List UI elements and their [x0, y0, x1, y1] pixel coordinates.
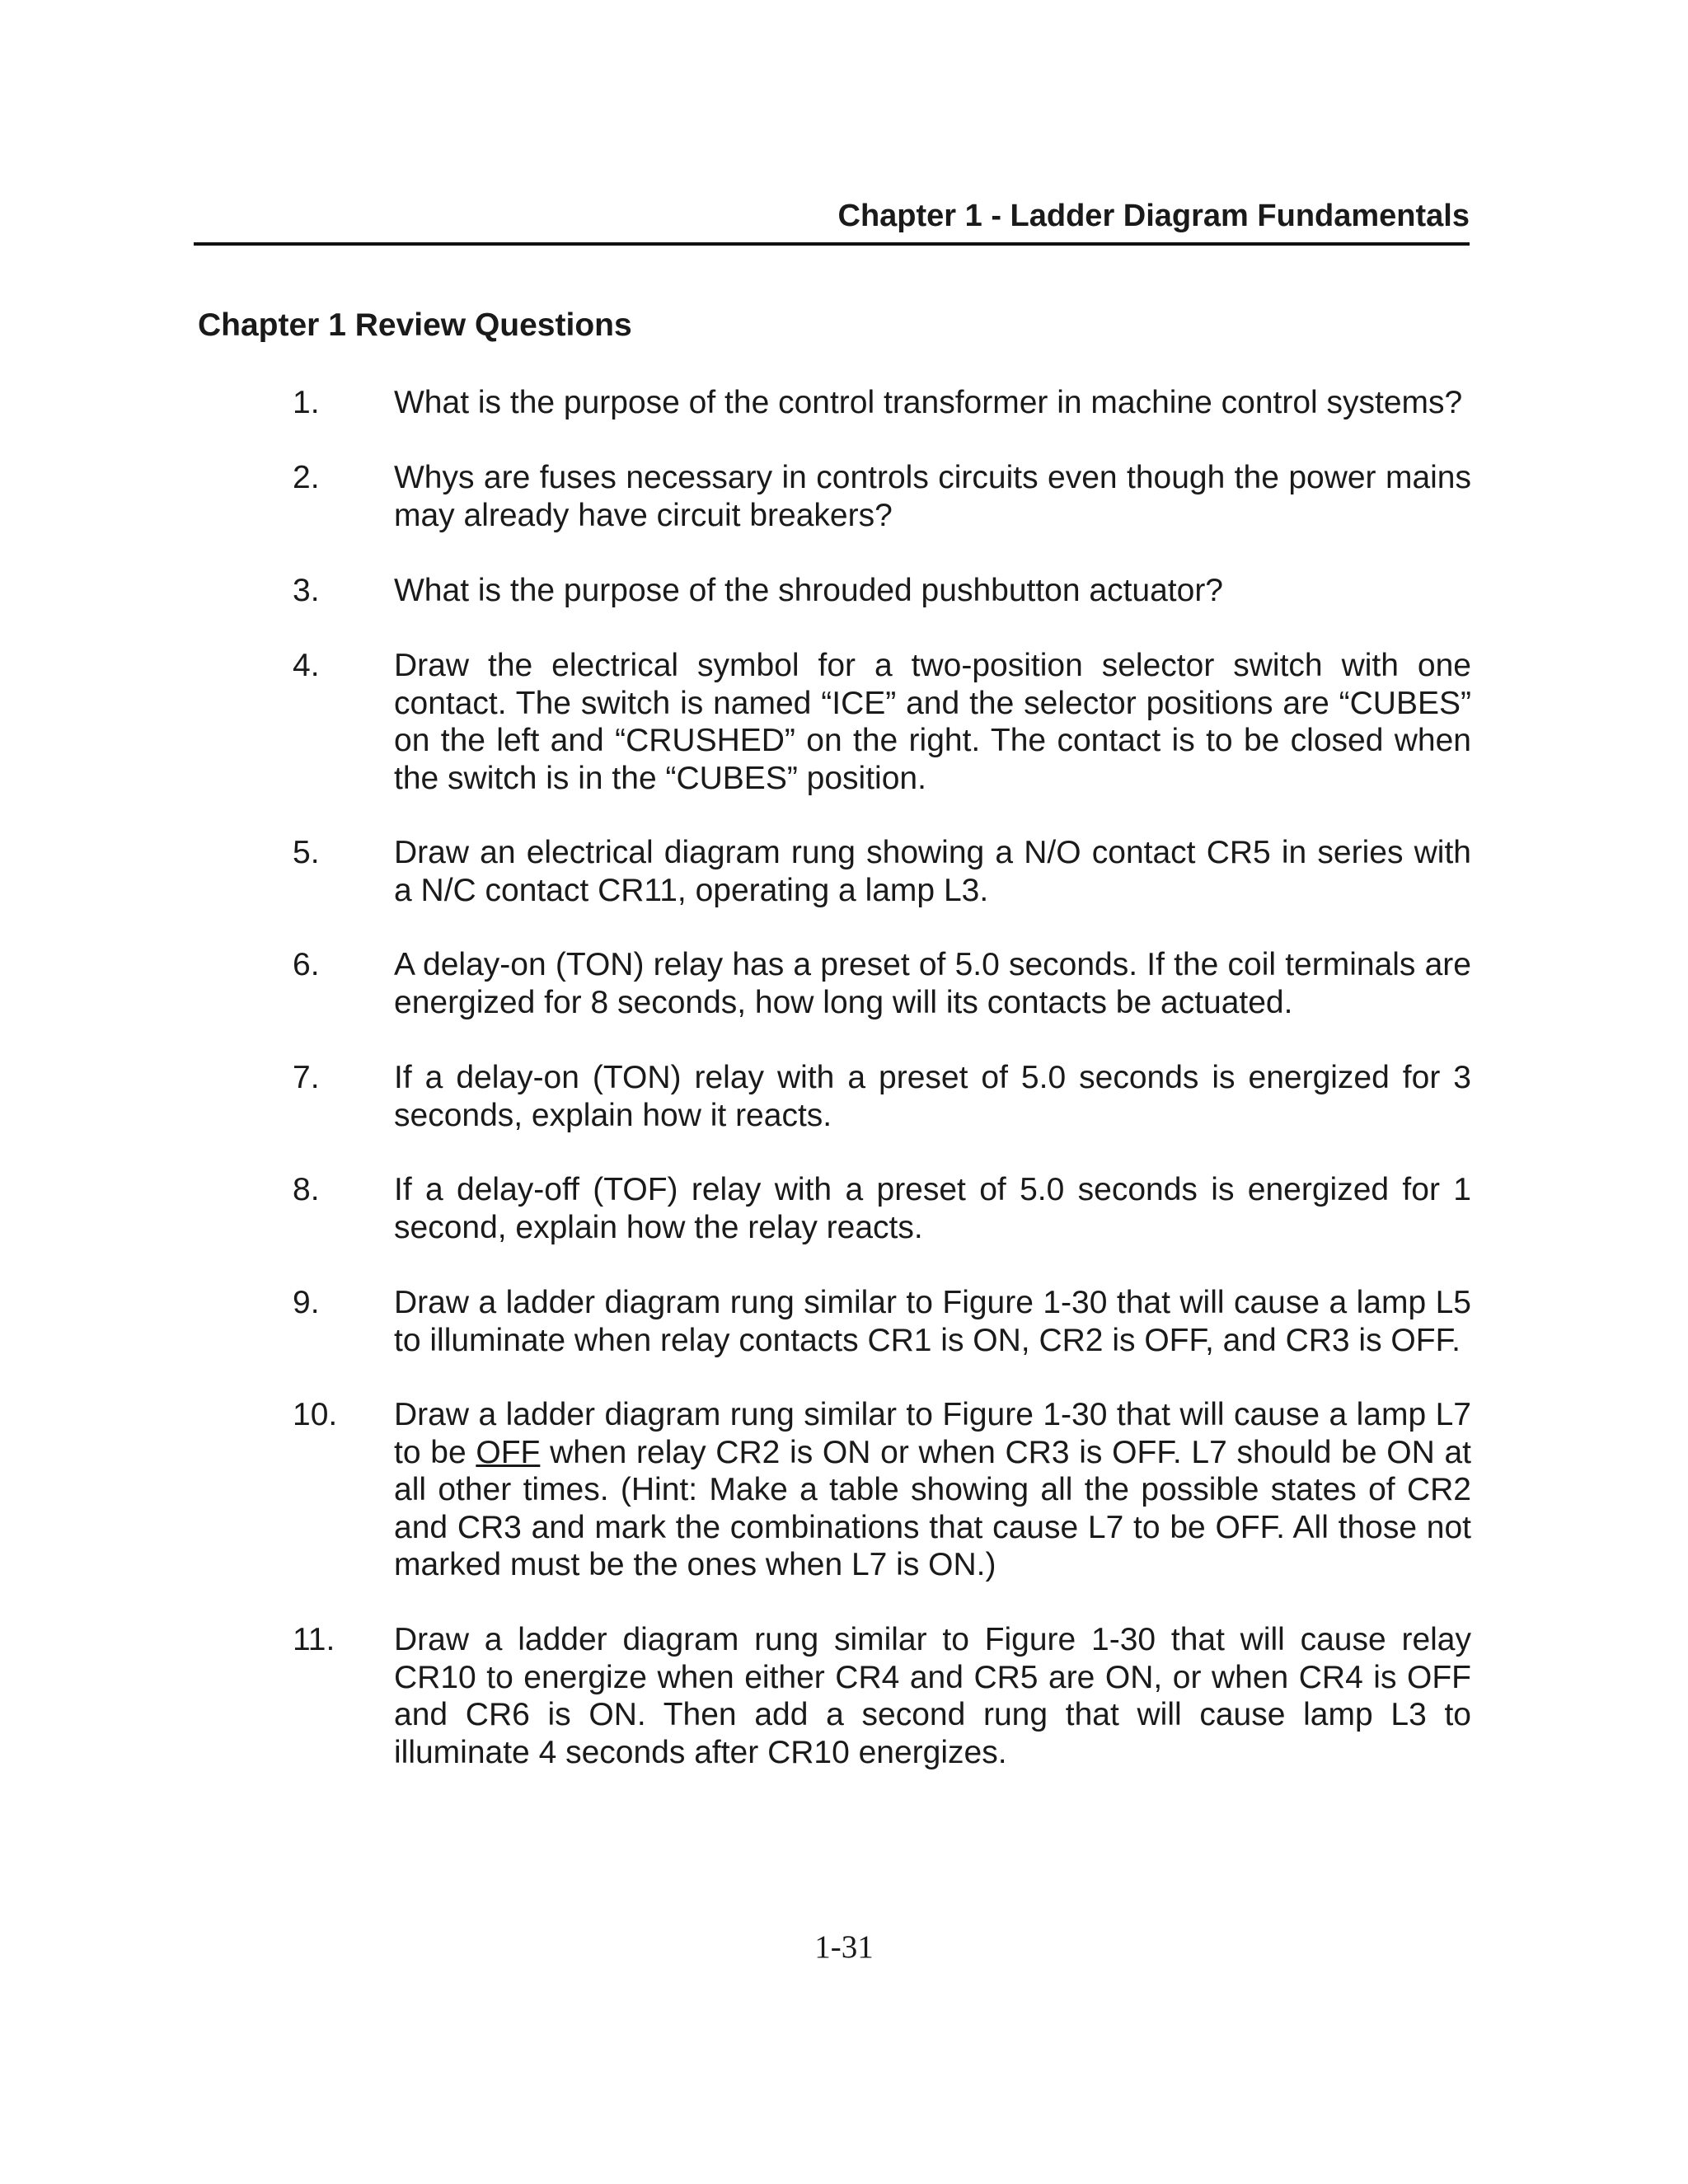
question-number: 6. — [293, 947, 320, 982]
question-item — [293, 459, 1471, 534]
question-text-part: when relay CR2 is ON or when CR3 is OFF. L7 should be ON at all other times. (Hint: Make a table showing all the possible states of CR2 and CR3 and mark the combinations that cause L7 to be OFF. All those not marked must be the ones when L7 is ON.) — [394, 1434, 1471, 1582]
question-text: If a delay-on (TON) relay with a preset of 5.0 seconds is energized for 3 seconds, explain how it reacts. — [394, 1060, 1471, 1133]
question-number: 5. — [293, 835, 320, 870]
question-text: What is the purpose of the control transformer in machine control systems? — [394, 385, 1463, 420]
question-text: Draw a ladder diagram rung similar to Figure 1-30 that will cause a lamp L5 to illuminate when relay contacts CR1 is ON, CR2 is OFF, and CR3 is OFF. — [394, 1285, 1471, 1358]
question-number: 10. — [293, 1397, 338, 1432]
question-number: 11. — [293, 1622, 335, 1657]
question-text: A delay-on (TON) relay has a preset of 5.0 seconds. If the coil terminals are energized for 8 seconds, how long will its contacts be actuated. — [394, 947, 1471, 1020]
question-item — [293, 572, 1471, 610]
question-item — [293, 1621, 1471, 1771]
question-number: 3. — [293, 573, 320, 608]
chapter-title: Chapter 1 - Ladder Diagram Fundamentals — [837, 199, 1470, 233]
question-text: Draw the electrical symbol for a two-position selector switch with one contact. The switch is named “ICE” and the selector positions are “CUBES” on the left and “CRUSHED” on the right. The contact is to be closed when the switch is in the “CUBES” position. — [394, 648, 1471, 796]
underlined-emphasis: OFF — [476, 1434, 541, 1470]
question-number: 7. — [293, 1060, 320, 1095]
question-text: If a delay-off (TOF) relay with a preset of 5.0 seconds is energized for 1 second, explain how the relay reacts. — [394, 1172, 1471, 1245]
page-number: 1-31 — [814, 1929, 874, 1965]
question-item — [293, 834, 1471, 909]
section-heading: Chapter 1 Review Questions — [198, 307, 632, 343]
question-text-part: Draw a ladder diagram rung similar to Figure 1-30 that will cause a lamp L7 to be — [394, 1397, 1471, 1470]
question-text: Draw a ladder diagram rung similar to Figure 1-30 that will cause relay CR10 to energize when either CR4 and CR5 are ON, or when CR4 is OFF and CR6 is ON. Then add a second rung that will cause lamp L3 to illuminate 4 seconds after CR10 energizes. — [394, 1622, 1471, 1770]
question-item — [293, 1171, 1471, 1246]
question-number: 1. — [293, 385, 320, 420]
question-number: 2. — [293, 460, 320, 495]
question-text: Draw an electrical diagram rung showing a N/O contact CR5 in series with a N/C contact CR11, operating a lamp L3. — [394, 835, 1471, 908]
question-text — [394, 1396, 1471, 1584]
question-text: What is the purpose of the shrouded pushbutton actuator? — [394, 573, 1224, 608]
question-item — [293, 384, 1471, 422]
question-item — [293, 1059, 1471, 1134]
question-number: 8. — [293, 1172, 320, 1207]
question-item — [293, 946, 1471, 1021]
question-item — [293, 647, 1471, 797]
question-item — [293, 1396, 1471, 1584]
question-number: 9. — [293, 1285, 320, 1320]
question-text: Whys are fuses necessary in controls circuits even though the power mains may already have circuit breakers? — [394, 460, 1471, 533]
question-number: 4. — [293, 648, 320, 683]
question-item — [293, 1284, 1471, 1359]
